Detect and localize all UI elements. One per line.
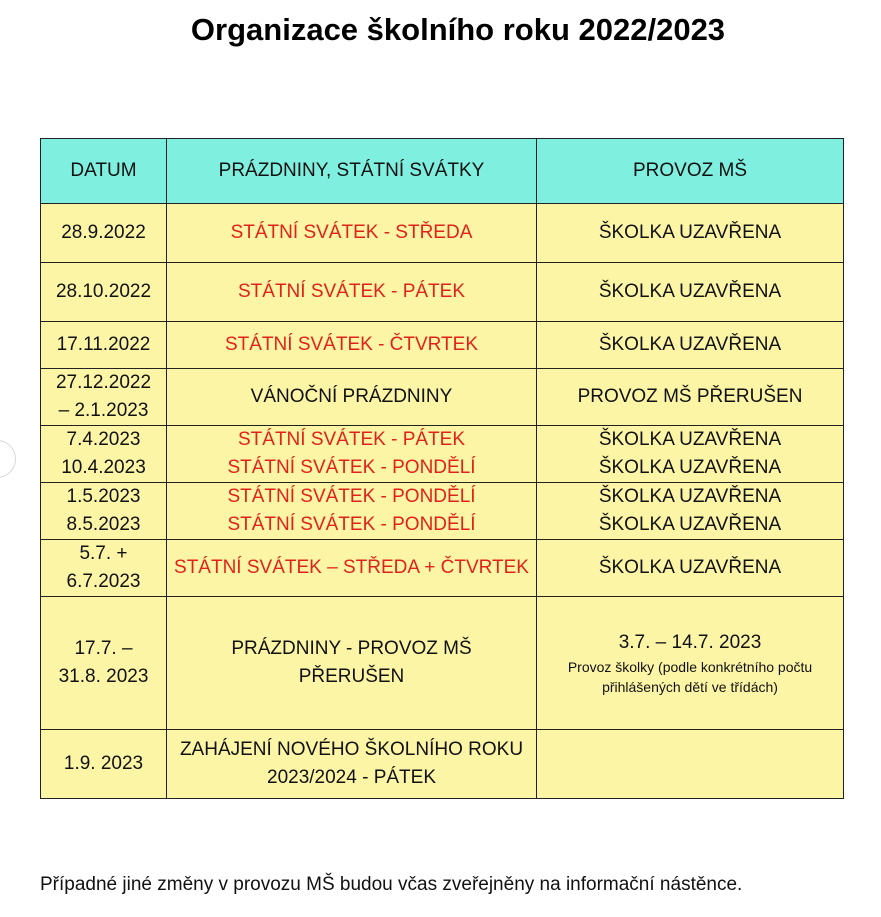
table-row: [41, 263, 844, 322]
status-cell: ŠKOLKA UZAVŘENA ŠKOLKA UZAVŘENA: [537, 426, 844, 483]
event-cell: STÁTNÍ SVÁTEK - PONDĚLÍ STÁTNÍ SVÁTEK - PONDĚLÍ: [167, 483, 537, 540]
schedule-table: [40, 138, 844, 799]
date-cell: 7.4.2023 10.4.2023: [41, 426, 167, 483]
event-cell: STÁTNÍ SVÁTEK – STŘEDA + ČTVRTEK: [167, 540, 537, 597]
table-header-row: [41, 139, 844, 204]
page-title: Organizace školního roku 2022/2023: [190, 12, 726, 47]
status-cell: ŠKOLKA UZAVŘENA: [537, 540, 844, 597]
table-row: [41, 369, 844, 426]
event-cell: STÁTNÍ SVÁTEK - ČTVRTEK: [167, 322, 537, 369]
event-cell: PRÁZDNINY - PROVOZ MŠ PŘERUŠEN: [167, 597, 537, 730]
event-cell: VÁNOČNÍ PRÁZDNINY: [167, 369, 537, 426]
table-row: [41, 322, 844, 369]
status-note: přihlášených dětí ve třídách): [602, 679, 778, 695]
side-handle[interactable]: [0, 440, 16, 478]
date-cell: 5.7. + 6.7.2023: [41, 540, 167, 597]
event-cell: STÁTNÍ SVÁTEK - PÁTEK STÁTNÍ SVÁTEK - PONDĚLÍ: [167, 426, 537, 483]
table-row: [41, 540, 844, 597]
status-cell: ŠKOLKA UZAVŘENA: [537, 204, 844, 263]
header-date: DATUM: [41, 139, 167, 204]
date-cell: 28.10.2022: [41, 263, 167, 322]
date-cell: 1.5.2023 8.5.2023: [41, 483, 167, 540]
event-cell: STÁTNÍ SVÁTEK - PÁTEK: [167, 263, 537, 322]
status-cell: ŠKOLKA UZAVŘENA: [537, 322, 844, 369]
date-cell: 17.7. – 31.8. 2023: [41, 597, 167, 730]
status-cell: ŠKOLKA UZAVŘENA ŠKOLKA UZAVŘENA: [537, 483, 844, 540]
status-cell: 3.7. – 14.7. 2023 Provoz školky (podle konkrétního počtu přihlášených dětí ve třídách): [537, 597, 844, 730]
table-row: [41, 730, 844, 799]
status-cell: ŠKOLKA UZAVŘENA: [537, 263, 844, 322]
footer-note: Případné jiné změny v provozu MŠ budou včas zveřejněny na informační nástěnce.: [40, 874, 743, 895]
header-holidays: PRÁZDNINY, STÁTNÍ SVÁTKY: [167, 139, 537, 204]
date-cell: 17.11.2022: [41, 322, 167, 369]
status-cell: PROVOZ MŠ PŘERUŠEN: [537, 369, 844, 426]
header-operation: PROVOZ MŠ: [537, 139, 844, 204]
date-cell: 28.9.2022: [41, 204, 167, 263]
table-row: [41, 597, 844, 730]
table-row: [41, 426, 844, 483]
date-cell: 1.9. 2023: [41, 730, 167, 799]
status-cell-empty: [537, 730, 844, 799]
status-note: Provoz školky (podle konkrétního počtu: [567, 659, 813, 675]
event-cell: ZAHÁJENÍ NOVÉHO ŠKOLNÍHO ROKU 2023/2024 - PÁTEK: [167, 730, 537, 799]
date-cell: 27.12.2022 – 2.1.2023: [41, 369, 167, 426]
table-row: [41, 204, 844, 263]
table-row: [41, 483, 844, 540]
event-cell: STÁTNÍ SVÁTEK - STŘEDA: [167, 204, 537, 263]
